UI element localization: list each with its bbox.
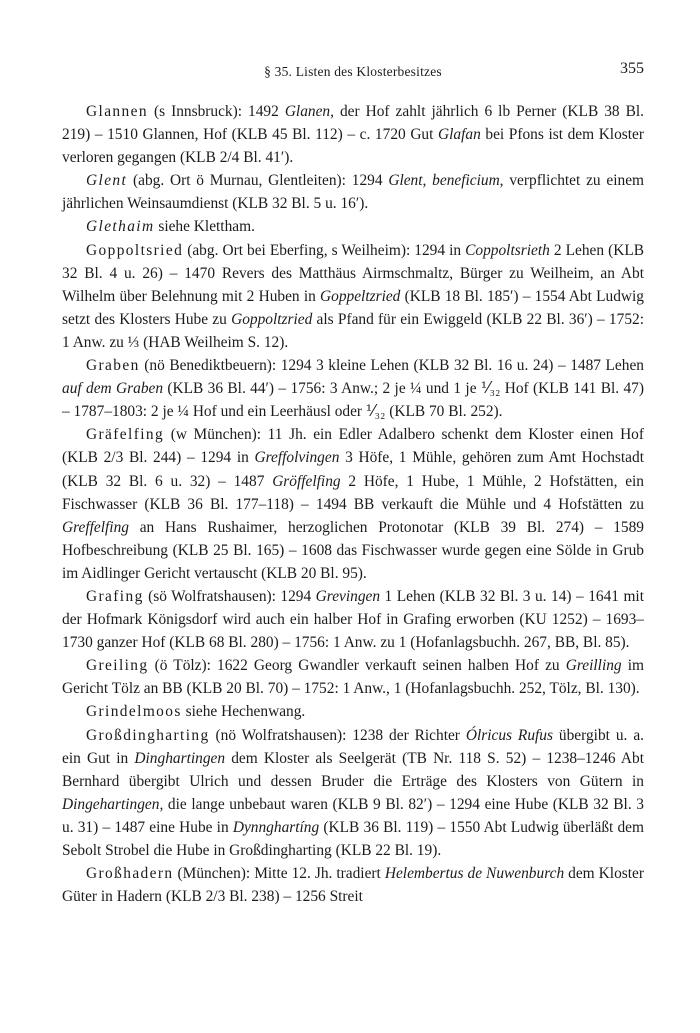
running-title: § 35. Listen des Klosterbesitzes (264, 64, 442, 79)
entry-text: (nö Wolfratshausen): 1238 der Richter (209, 726, 466, 744)
entry-text: (abg. Ort ö Murnau, Glentleiten): 1294 (127, 172, 389, 190)
entry-glannen (62, 100, 644, 169)
entry-text: (s Innsbruck): 1492 (147, 103, 285, 120)
italic-run: Coppoltsrieth (465, 241, 550, 259)
italic-run: Gröffelfing (272, 472, 341, 490)
entry-text: (KLB 36 Bl. 44′) – 1756: 3 Anw.; 2 je ¼ und 1 je ⅟₃₂ Hof (KLB 141 Bl. 47) – 1787–1803: 2 je ¼ Hof und ein Leerhäusl oder ⅟₃₂ (KLB 70 Bl. 252). (62, 380, 644, 421)
entry-text: 2 Höfe, 1 Hube, 1 Mühle, 2 Hofstätten, ein Fischwasser (KLB 36 Bl. 177–118) – 1494 BB verkauft die Mühle und 4 Hofstätten zu (62, 472, 645, 513)
entry-gräfelfing (62, 423, 644, 585)
entry-text: die lange unbebaut waren (KLB 9 Bl. 82′) – 1294 eine Hube (KLB 32 Bl. 3 u. 31) – 1487 eine Hube in (62, 795, 644, 836)
italic-run: Glent, beneficium, (388, 172, 504, 190)
entry-headword: Großhadern (86, 865, 174, 883)
italic-run: Helembertus de Nuwenburch (384, 865, 565, 883)
entry-text: 3 Höfe, 1 Mühle, gehören zum Amt Hochstadt (KLB 32 Bl. 6 u. 32) – 1487 (62, 449, 644, 490)
entry-text: (nö Benediktbeuern): 1294 3 kleine Lehen (KLB 32 Bl. 16 u. 24) – 1487 Lehen (139, 357, 644, 375)
entry-text: (München): Mitte 12. Jh. tradiert (173, 865, 385, 883)
italic-run: Grevingen (315, 587, 381, 605)
entry-greiling (62, 654, 644, 700)
entry-text: (ö Tölz): 1622 Georg Gwandler verkauft seinen halben Hof zu (148, 657, 566, 675)
entry-grindelmoos (62, 700, 644, 723)
page-number: 355 (620, 60, 644, 77)
entry-text: (w München): 11 Jh. ein Edler Adalbero schenkt dem Kloster einen Hof (KLB 2/3 Bl. 244) – 1294 in (62, 426, 644, 467)
italic-run: Greffelfing (62, 518, 129, 536)
entry-graben (62, 354, 644, 423)
italic-run: Greilling (565, 657, 622, 675)
entry-großdingharting (62, 724, 644, 863)
entry-text: siehe Hechenwang. (181, 703, 306, 721)
entry-text: an Hans Rushaimer, herzoglichen Protonotar (KLB 39 Bl. 274) – 1589 Hofbeschreibung (KLB 25 Bl. 165) – 1608 das Fischwasser wurde gegen eine Sölde in Grub im Aidlinger Gericht vertauscht (KLB 20 Bl. 95). (62, 518, 644, 582)
page-header (62, 60, 644, 82)
entry-headword: Großdingharting (86, 726, 210, 744)
entry-headword: Glethaim (86, 218, 155, 236)
italic-run: auf dem Graben (62, 380, 164, 398)
italic-run: Dynnghartíng (232, 818, 320, 836)
entry-text: verpflichtet zu einem jährlichen Weinsaumdienst (KLB 32 Bl. 5 u. 16′). (62, 172, 645, 213)
entry-headword: Greiling (86, 657, 149, 675)
entry-text: der Hof zahlt jährlich 6 lb Perner (KLB 38 Bl. 219) – 1510 Glannen, Hof (KLB 45 Bl. 112) – c. 1720 Gut (62, 103, 644, 144)
entry-headword: Graben (86, 357, 140, 375)
entry-text: (abg. Ort bei Eberfing, s Weilheim): 1294 in (183, 241, 466, 259)
entry-text: (sö Wolfratshausen): 1294 (143, 587, 316, 605)
italic-run: Goppoltzried (231, 310, 313, 328)
entry-text: siehe Klettham. (154, 218, 255, 236)
entry-text: 1 Lehen (KLB 32 Bl. 3 u. 14) – 1641 mit der Hofmark Königsdorf wird auch ein halber Hof in Grafing erworben (KU 1252) – 1693–1730 ganzer Hof (KLB 68 Bl. 280) – 1756: 1 Anw. zu 1 (Hofanlagsbuchh. 267, BB, Bl. 85). (62, 587, 644, 652)
entry-text: 2 Lehen (KLB 32 Bl. 4 u. 26) – 1470 Revers des Matthäus Airmschmaltz, Bürger zu Weilheim, an Abt Wilhelm über Belehnung mit 2 Huben in (62, 241, 644, 305)
entry-glethaim (62, 215, 644, 238)
entry-headword: Grindelmoos (86, 703, 182, 721)
entry-grafing (62, 585, 644, 654)
entry-glent (62, 169, 644, 215)
entry-text: dem Kloster Güter in Hadern (KLB 2/3 Bl. 238) – 1256 Streit (62, 865, 644, 906)
entry-headword: Gräfelfing (86, 426, 165, 444)
entry-text: (KLB 18 Bl. 185′) – 1554 Abt Ludwig setzt des Klosters Hube zu (62, 287, 644, 328)
italic-run: Greffolvingen (254, 449, 340, 467)
entry-goppoltsried (62, 239, 644, 354)
entry-text: übergibt u. a. ein Gut in (62, 726, 644, 767)
register-entries (62, 100, 644, 908)
entry-text: bei Pfons ist dem Kloster verloren gegangen (KLB 2/4 Bl. 41′). (62, 126, 645, 167)
entry-headword: Glent (86, 172, 128, 190)
entry-text: als Pfand für ein Ewiggeld (KLB 22 Bl. 36′) – 1752: 1 Anw. zu ⅓ (HAB Weilheim S. 12). (62, 310, 644, 351)
italic-run: Ólricus Rufus (465, 726, 553, 744)
entry-text: (KLB 36 Bl. 119) – 1550 Abt Ludwig überläßt dem Sebolt Strobel die Hube in Großdingharting (KLB 22 Bl. 19). (62, 818, 644, 859)
italic-run: Glafan (438, 126, 481, 144)
entry-text: im Gericht Tölz an BB (KLB 20 Bl. 70) – 1752: 1 Anw., 1 (Hofanlagsbuchh. 252, Tölz, Bl. 130). (62, 657, 644, 698)
entry-headword: Grafing (86, 587, 144, 605)
italic-run: Dingehartingen, (62, 795, 164, 813)
italic-run: Dinghartingen (134, 749, 226, 767)
entry-text: dem Kloster als Seelgerät (TB Nr. 118 S. 52) – 1238–1246 Abt Bernhard übergibt Ulrich und dessen Bruder die Erträge des Klosters von Gütern in (62, 749, 644, 790)
entry-großhadern (62, 862, 644, 908)
entry-headword: Goppoltsried (86, 241, 184, 259)
entry-headword: Glannen (86, 103, 148, 120)
italic-run: Glanen, (284, 103, 334, 120)
italic-run: Goppeltzried (320, 287, 401, 305)
